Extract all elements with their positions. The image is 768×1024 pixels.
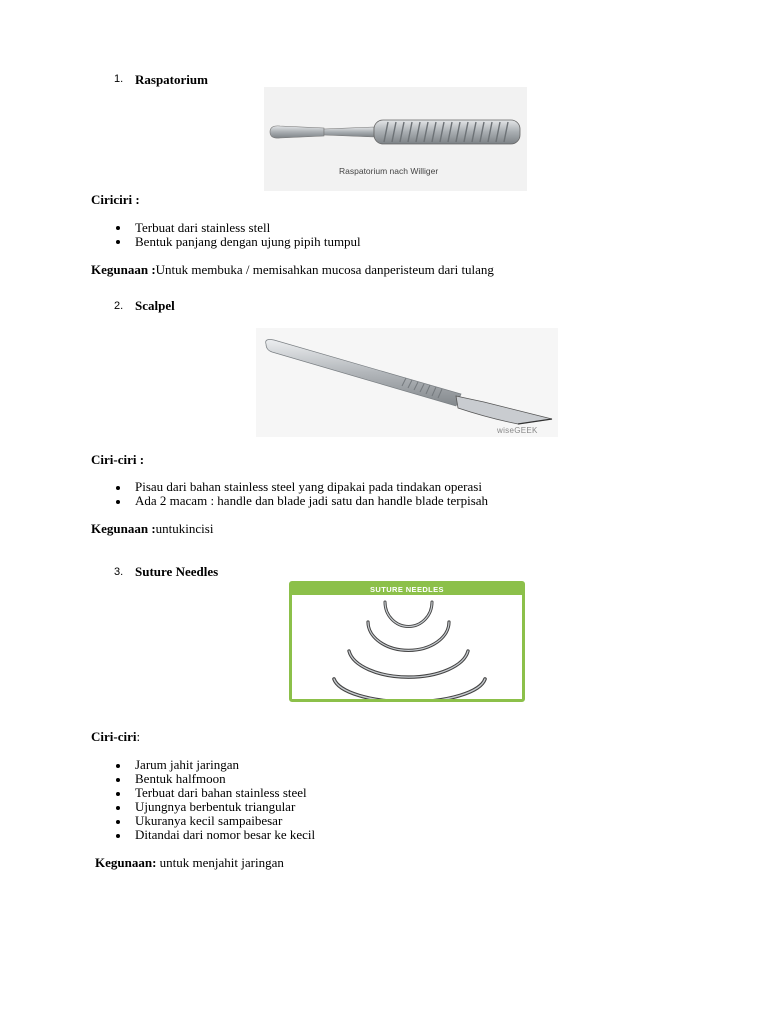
section-1-feature-2: Bentuk panjang dengan ujung pipih tumpul [135,234,361,249]
suture-needles-image [289,581,525,702]
section-2-title: Scalpel [135,298,175,313]
section-2-usage-label: Kegunaan : [91,521,156,536]
bullet-dot [116,820,120,824]
section-2-usage [91,521,213,537]
section-2-feature-1: Pisau dari bahan stainless steel yang dipakai pada tindakan operasi [135,479,482,494]
section-3-feature-4: Ujungnya berbentuk triangular [135,799,296,814]
section-3-title: Suture Needles [135,564,219,579]
raspatorium-image [264,87,527,191]
section-3-feature-5: Ukuranya kecil sampaibesar [135,813,283,828]
section-3-usage-text: untuk menjahit jaringan [156,855,284,870]
bullet-dot [116,834,120,838]
bullet-dot [116,778,120,782]
section-1-number: 1. [114,73,124,85]
raspatorium-caption: Raspatorium nach Williger [339,166,439,176]
section-2-number: 2. [114,300,124,312]
section-1-usage [91,262,494,278]
needles-drawing [292,596,522,700]
section-1-feature-1: Terbuat dari stainless stell [135,220,271,235]
scalpel-drawing [256,328,558,437]
section-3-usage-label: Kegunaan: [95,855,157,870]
section-1-title: Raspatorium [135,72,208,87]
section-1-features-label: Ciriciri : [91,192,140,207]
section-3-feature-3: Terbuat dari bahan stainless steel [135,785,307,800]
section-3-feature-6: Ditandai dari nomor besar ke kecil [135,827,316,842]
bullet-dot [116,486,120,490]
bullet-dot [116,240,120,244]
section-1-usage-text: Untuk membuka / memisahkan mucosa danperisteum dari tulang [155,262,494,277]
section-1-usage-label: Kegunaan : [91,262,156,277]
bullet-dot [116,792,120,796]
section-2-feature-2: Ada 2 macam : handle dan blade jadi satu dan handle blade terpisah [135,493,489,508]
section-3-features-label-row [91,729,140,745]
bullet-dot [116,500,120,504]
section-2-features-label: Ciri-ciri : [91,452,145,467]
section-3-features-label: Ciri-ciri [91,729,137,744]
section-2-usage-text: untukincisi [155,521,214,536]
scalpel-caption: wiseGEEK [497,426,538,435]
section-3-number: 3. [114,566,124,578]
section-3-feature-1: Jarum jahit jaringan [135,757,239,772]
suture-needles-caption: SUTURE NEEDLES [370,585,444,594]
bullet-dot [116,764,120,768]
section-3-features-label-colon: : [136,729,141,744]
bullet-dot [116,226,120,230]
scalpel-image [256,328,558,437]
section-3-usage [95,855,284,871]
bullet-dot [116,806,120,810]
section-3-feature-2: Bentuk halfmoon [135,771,226,786]
